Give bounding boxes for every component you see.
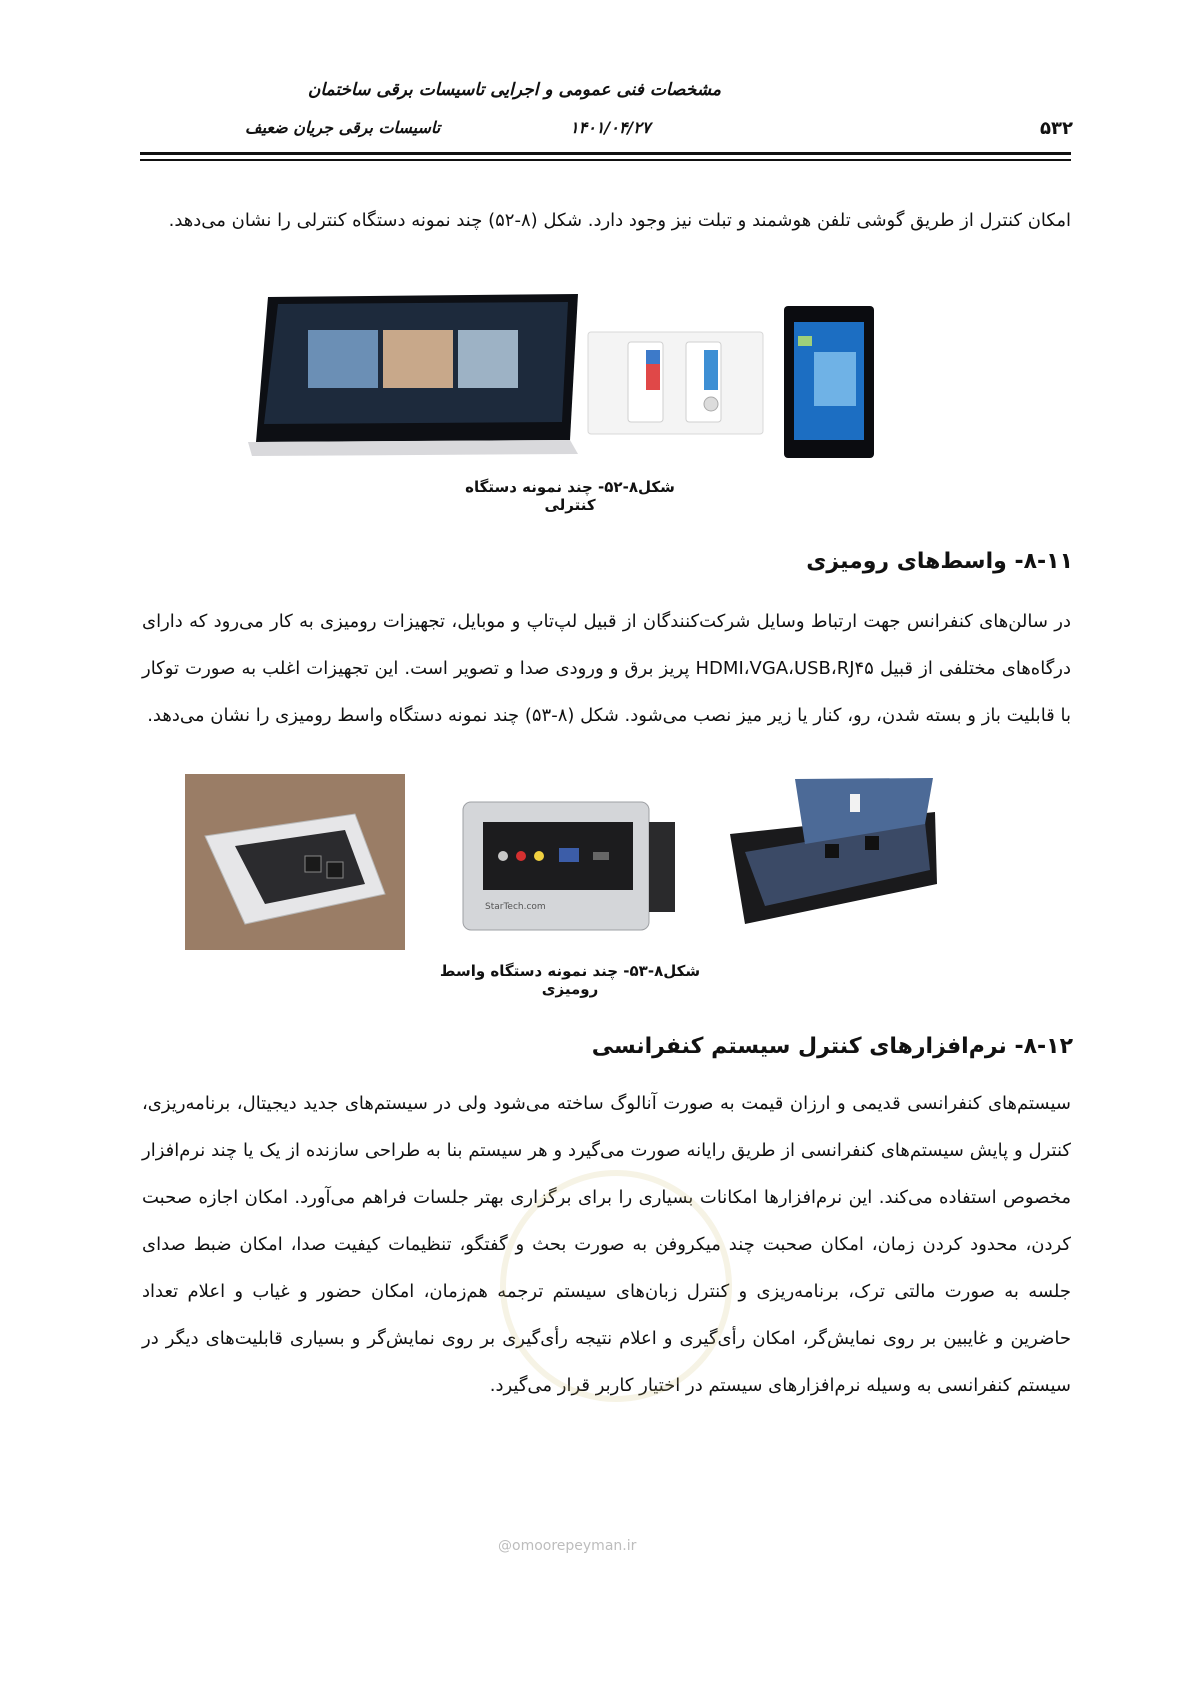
watermark-seal — [500, 1170, 732, 1402]
book-title: مشخصات فنی عمومی و اجرایی تاسیسات برقی ساختمان — [307, 80, 721, 100]
chapter-title: تاسیسات برقی جریان ضعیف — [245, 118, 441, 137]
figure-53-caption: شکل۸-۵۳- چند نمونه دستگاه واسط رومیزی — [439, 962, 701, 998]
intro-paragraph: امکان کنترل از طریق گوشی تلفن هوشمند و تبلت نیز وجود دارد. شکل (۸-۵۲) چند نمونه دستگاه کنترلی را نشان می‌دهد. — [168, 210, 1071, 231]
figure-52-image — [248, 292, 938, 472]
header-rule-thin — [140, 159, 1071, 161]
section-12-paragraph: سیستم‌های کنفرانسی قدیمی و ارزان قیمت به صورت آنالوگ ساخته می‌شود ولی در سیستم‌های جدید دیجیتال، برنامه‌ریزی، کنترل و پایش سیستم‌های کنفرانسی از طریق رایانه صورت می‌گیرد و هر سیستم بنا به طراحی سازنده از یک یا چند نرم‌افزار مخصوص استفاده می‌کند. این نرم‌افزارها امکانات بسیاری را برای برگزاری بهتر جلسات فراهم می‌آورد. امکان اجازه صحبت کردن، محدود کردن زمان، امکان صحبت چند میکروفن به صورت بحث و گفتگو، تنظیمات کیفیت صدا، امکان ضبط صدای جلسه به صورت مالتی ترک، برنامه‌ریزی و کنترل زبان‌های سیستم ترجمه هم‌زمان، امکان حضور و غیاب و اعلام تعداد حاضرین و غایبین بر روی نمایش‌گر، امکان رأی‌گیری و اعلام نتیجه رأی‌گیری بر روی نمایش‌گر و بسیاری قابلیت‌های دیگر در سیستم کنفرانسی به وسیله نرم‌افزارهای سیستم در اختیار کاربر قرار می‌گیرد. — [142, 1093, 1071, 1396]
section-11-heading: ۸-۱۱- واسط‌های رومیزی — [806, 549, 1073, 574]
table-box-image-2 — [463, 802, 675, 930]
tablet-controller-image — [248, 294, 578, 456]
table-box-image-1 — [185, 774, 405, 950]
figure-52-caption: شکل۸-۵۲- چند نمونه دستگاه کنترلی — [465, 478, 675, 514]
table-box-image-3 — [730, 778, 937, 924]
startech-logo: StarTech.com — [485, 902, 546, 912]
touch-panel-controller-image — [784, 306, 874, 458]
header-date: ۱۴۰۱/۰۴/۲۷ — [570, 118, 651, 137]
header-rule — [140, 152, 1071, 155]
figure-53-image — [185, 774, 945, 952]
section-11-paragraph: در سالن‌های کنفرانس جهت ارتباط وسایل شرکت‌کنندگان از قبیل لپ‌تاپ و موبایل، تجهیزات رومیزی به کار می‌رود که دارای درگاه‌های مختلفی از قبیل HDMI،VGA،USB،RJ۴۵ پریز برق و ورودی صدا و تصویر است. این تجهیزات اغلب به صورت توکار با قابلیت باز و بسته شدن، رو، کنار یا زیر میز نصب می‌شود. شکل (۸-۵۳) چند نمونه دستگاه واسط رومیزی را نشان می‌دهد. — [142, 611, 1071, 726]
section-12-heading: ۸-۱۲- نرم‌افزارهای کنترل سیستم کنفرانسی — [591, 1034, 1073, 1059]
page-number: ۵۳۲ — [1040, 118, 1073, 139]
watermark-url: @omoorepeyman.ir — [498, 1538, 637, 1554]
wall-panel-controller-image — [588, 332, 763, 434]
